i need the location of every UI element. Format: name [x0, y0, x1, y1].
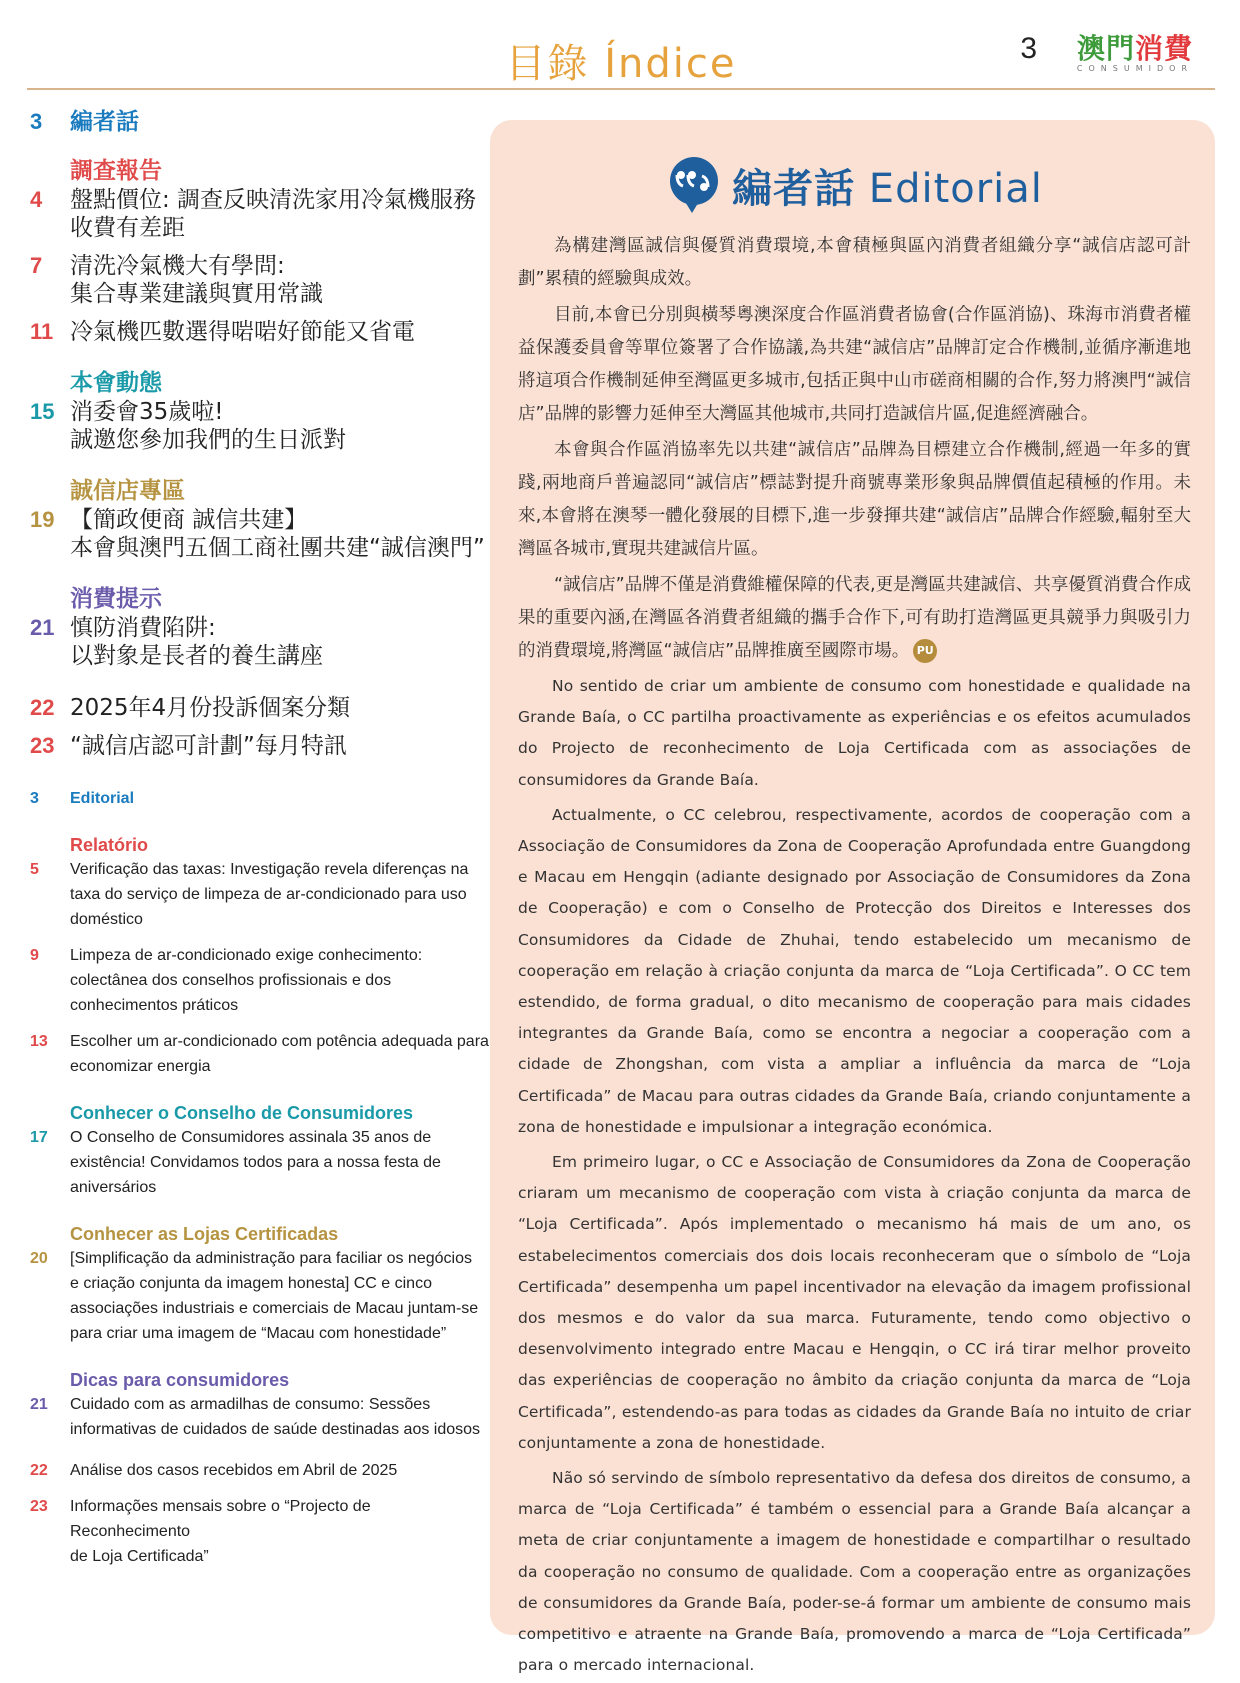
toc-entry-text: “誠信店認可計劃”每月特訊: [70, 733, 347, 759]
toc-page-number: 11: [30, 319, 54, 344]
toc-entry[interactable]: [30, 506, 490, 562]
toc-entry[interactable]: [30, 398, 490, 454]
toc-entry-text: Análise dos casos recebidos em Abril de 2025: [70, 1462, 398, 1479]
toc-entry-text: 本會與澳門五個工商社團共建“誠信澳門”: [70, 535, 485, 561]
editorial-paragraph-zh: [518, 434, 1191, 566]
toc-page-number: 19: [30, 507, 55, 532]
paragraph-text: 為構建灣區誠信與優質消費環境,本會積極與區內消費者組織分享“誠信店認可計劃”累積的經驗與成效。: [518, 236, 1191, 289]
toc-entry-text: 2025年4月份投訴個案分類: [70, 695, 351, 721]
toc-entry[interactable]: [30, 1494, 490, 1569]
toc-section-heading: Dicas para consumidores: [70, 1370, 290, 1390]
paragraph-text: 目前,本會已分別與橫琴粵澳深度合作區消費者協會(合作區消協)、珠海市消費者權益保護委員會等單位簽署了合作協議,為共建“誠信店”品牌訂定合作機制,並循序漸進地將這項合作機制延伸至灣區更多城市,包括正與中山市磋商相關的合作,努力將澳門“誠信店”品牌的影響力延伸至大灣區其他城市,共同打造誠信片區,促進經濟融合。: [518, 305, 1191, 424]
editorial-title-zh: 編者話: [732, 165, 856, 212]
toc-entry-text: informativas de cuidados de saúde destinadas aos idosos: [70, 1421, 481, 1438]
toc-page-number: 22: [30, 1462, 48, 1479]
toc-entry-text: 收費有差距: [70, 215, 185, 241]
paragraph-text: 本會與合作區消協率先以共建“誠信店”品牌為目標建立合作機制,經過一年多的實踐,兩地商戶普遍認同“誠信店”標誌對提升商號專業形象與品牌價值起積極的作用。未來,本會將在澳琴一體化發展的目標下,進一步發揮共建“誠信店”品牌合作經驗,輻射至大灣區各城市,實現共建誠信片區。: [518, 440, 1191, 559]
toc-entry-text: 以對象是長者的養生講座: [70, 643, 323, 669]
toc-page-number: 4: [30, 187, 43, 212]
logo-text-macau: 澳門: [1076, 32, 1135, 65]
toc-entry-text: Limpeza de ar-condicionado exige conhecimento:: [70, 947, 423, 964]
toc-page-number: 5: [30, 861, 39, 878]
author-badge: PU: [913, 639, 937, 663]
toc-entry-text: 慎防消費陷阱:: [70, 615, 216, 641]
toc-entry-text: para criar uma imagem de “Macau com honestidade”: [70, 1325, 447, 1342]
logo-subtitle: CONSUMIDOR: [1076, 64, 1193, 73]
toc-entry-text: economizar energia: [70, 1058, 211, 1075]
editorial-paragraph-zh: [518, 230, 1191, 296]
toc-section-heading: 本會動態: [70, 370, 162, 396]
toc-entry[interactable]: [30, 1125, 490, 1200]
toc-entry[interactable]: [30, 252, 490, 308]
toc-entry-text: colectânea dos conselhos profissionais e dos: [70, 972, 392, 989]
toc-page-number: 21: [30, 615, 55, 640]
editorial-box: [490, 120, 1215, 1675]
toc-page-number: 17: [30, 1129, 48, 1146]
toc-entry-text: doméstico: [70, 911, 143, 928]
magazine-logo: [1077, 34, 1193, 74]
editorial-paragraph-zh: [518, 299, 1191, 431]
toc-entry-text: associações industriais e comerciais de Macau juntam-se: [70, 1300, 479, 1317]
toc-entry-text: 【簡政便商 誠信共建】: [70, 507, 308, 533]
toc-entry[interactable]: [30, 186, 490, 242]
toc-entry-text: aniversários: [70, 1179, 157, 1196]
editorial-title: [732, 157, 1043, 214]
toc-entry-text: Editorial: [70, 790, 135, 807]
toc-entry-text: de Loja Certificada”: [70, 1548, 209, 1565]
toc-entry-text: O Conselho de Consumidores assinala 35 anos de: [70, 1129, 432, 1146]
toc-section-heading: Conhecer as Lojas Certificadas: [70, 1224, 339, 1244]
toc-page-number: 20: [30, 1250, 48, 1267]
toc-entry-text: conhecimentos práticos: [70, 997, 239, 1014]
page-number: 3: [1020, 32, 1037, 65]
toc-entry[interactable]: [30, 786, 490, 811]
toc-entry[interactable]: [30, 857, 490, 932]
toc-entry-text: 誠邀您參加我們的生日派對: [70, 427, 346, 453]
toc-entry-text: 冷氣機匹數選得啱啱好節能又省電: [70, 319, 415, 345]
editorial-paragraph-zh: [518, 569, 1191, 668]
toc-entry[interactable]: [30, 1458, 490, 1483]
editorial-paragraph-pt: Em primeiro lugar, o CC e Associação de Consumidores da Zona de Cooperação criaram um mecanismo de cooperação com vista à criação conjunta da marca de “Loja Certificada”. Após implementado o mecanismo há mais de um ano, os estabelecimentos comerciais dos dois locais reconheceram que o símbolo de “Loja Certificada” desempenha um papel incentivador na elevação da imagem profissional dos mesmos e do valor da sua marca. Futuramente, tendo como objectivo o desenvolvimento integrado entre Macau e Hengqin, o CC irá tirar melhor proveito das experiências de cooperação no âmbito da criação conjunta da marca de “Loja Certificada”, estendendo-as para todas as cidades da Grande Baía no intuito de criar conjuntamente a zona de honestidade.: [518, 1153, 1191, 1452]
speech-bubble-icon: [666, 156, 722, 214]
toc-entry-text: 消委會35歲啦!: [70, 399, 224, 425]
toc-portuguese: [30, 786, 490, 1569]
editorial-title-en: Editorial: [868, 165, 1043, 212]
toc-entry-text: Escolher um ar-condicionado com potência adequada para: [70, 1033, 489, 1050]
editorial-chinese-text: [518, 230, 1191, 668]
toc-page-number: 15: [30, 399, 55, 424]
table-of-contents: [30, 108, 490, 1569]
editorial-heading: [518, 150, 1191, 220]
toc-entry[interactable]: [30, 318, 490, 346]
toc-entry-text: existência! Convidamos todos para a nossa festa de: [70, 1154, 441, 1171]
toc-entry-text: 編者話: [70, 109, 139, 135]
toc-page-number: 13: [30, 1033, 48, 1050]
toc-entry-text: taxa do serviço de limpeza de ar-condicionado para uso: [70, 886, 467, 903]
toc-entry-text: 集合專業建議與實用常識: [70, 281, 323, 307]
toc-page-number: 22: [30, 695, 55, 720]
editorial-paragraph-pt: No sentido de criar um ambiente de consumo com honestidade e qualidade na Grande Baía, o CC partilha proactivamente as experiências e os efeitos acumulados do Projecto de reconhecimento de Loja Certificada com as associações de consumidores da Grande Baía.: [518, 677, 1191, 789]
toc-entry[interactable]: [30, 732, 490, 760]
toc-section-heading: 誠信店專區: [70, 478, 185, 504]
toc-page-number: 3: [30, 790, 39, 807]
toc-entry[interactable]: [30, 108, 490, 136]
page-title: 目錄 Índice: [505, 41, 737, 87]
toc-entry[interactable]: [30, 1392, 490, 1442]
paragraph-text: “誠信店”品牌不僅是消費維權保障的代表,更是灣區共建誠信、共享優質消費合作成果的重要內涵,在灣區各消費者組織的攜手合作下,可有助打造灣區更具競爭力與吸引力的消費環境,將灣區“誠信店”品牌推廣至國際市場。: [518, 575, 1191, 661]
toc-entry[interactable]: [30, 614, 490, 670]
toc-page-number: 3: [30, 109, 43, 134]
toc-section-heading: Conhecer o Conselho de Consumidores: [70, 1103, 414, 1123]
toc-page-number: 9: [30, 947, 39, 964]
toc-page-number: 21: [30, 1396, 48, 1413]
toc-page-number: 23: [30, 733, 55, 758]
toc-page-number: 7: [30, 253, 43, 278]
toc-entry-text: e criação conjunta da imagem honesta] CC e cinco: [70, 1275, 432, 1292]
toc-entry-text: Informações mensais sobre o “Projecto de Reconhecimento: [70, 1498, 371, 1540]
page-header: [27, 20, 1215, 90]
editorial-paragraph-pt: Não só servindo de símbolo representativo da defesa dos direitos de consumo, a marca de “Loja Certificada” é também o essencial para a Grande Baía alcançar a meta de criar conjuntamente a imagem de honestidade e compartilhar o resultado da cooperação no consumo de qualidade. Com a cooperação entre as organizações de consumidores da Grande Baía, poder-se-á formar um ambiente de consumo mais competitivo e atraente na Grande Baía, promovendo a marca de “Loja Certificada” para o mercado internacional.: [518, 1469, 1191, 1675]
toc-entry[interactable]: [30, 1029, 490, 1079]
toc-entry-text: 盤點價位: 調查反映清洗家用冷氣機服務: [70, 187, 477, 213]
toc-entry-text: Cuidado com as armadilhas de consumo: Sessões: [70, 1396, 431, 1413]
toc-section-heading: 消費提示: [70, 586, 162, 612]
toc-chinese: [30, 108, 490, 760]
toc-section-heading: 調查報告: [70, 158, 162, 184]
toc-entry[interactable]: [30, 1246, 490, 1346]
editorial-paragraph-pt: Actualmente, o CC celebrou, respectivamente, acordos de cooperação com a Associação de Consumidores da Zona de Cooperação Aprofundada entre Guangdong e Macau em Hengqin (adiante designado por Associação de Consumidores da Zona de Cooperação) e com o Conselho de Protecção dos Direitos e Interesses dos Consumidores da Cidade de Zhuhai, tendo estabelecido um mecanismo de cooperação em relação à criação conjunta da marca de “Loja Certificada”. O CC tem estendido, de forma gradual, o dito mecanismo de cooperação para mais cidades integrantes da Grande Baía, como se encontra a negociar a cooperação com a cidade de Zhongshan, com vista a ampliar a influência da marca de “Loja Certificada” de Macau para outras cidades da Grande Baía, criando conjuntamente a zona de honestidade e impulsionar a integração económica.: [518, 805, 1191, 1136]
editorial-portuguese-text: [518, 671, 1191, 1682]
toc-entry-text: [Simplificação da administração para faciliar os negócios: [70, 1250, 472, 1267]
toc-entry[interactable]: [30, 943, 490, 1018]
toc-page-number: 23: [30, 1498, 48, 1515]
toc-entry-text: Verificação das taxas: Investigação revela diferenças na: [70, 861, 469, 878]
toc-entry[interactable]: [30, 694, 490, 722]
toc-section-heading: Relatório: [70, 835, 149, 855]
logo-text-consumer: 消費: [1134, 32, 1193, 65]
toc-entry-text: 清洗冷氣機大有學問:: [70, 253, 285, 279]
